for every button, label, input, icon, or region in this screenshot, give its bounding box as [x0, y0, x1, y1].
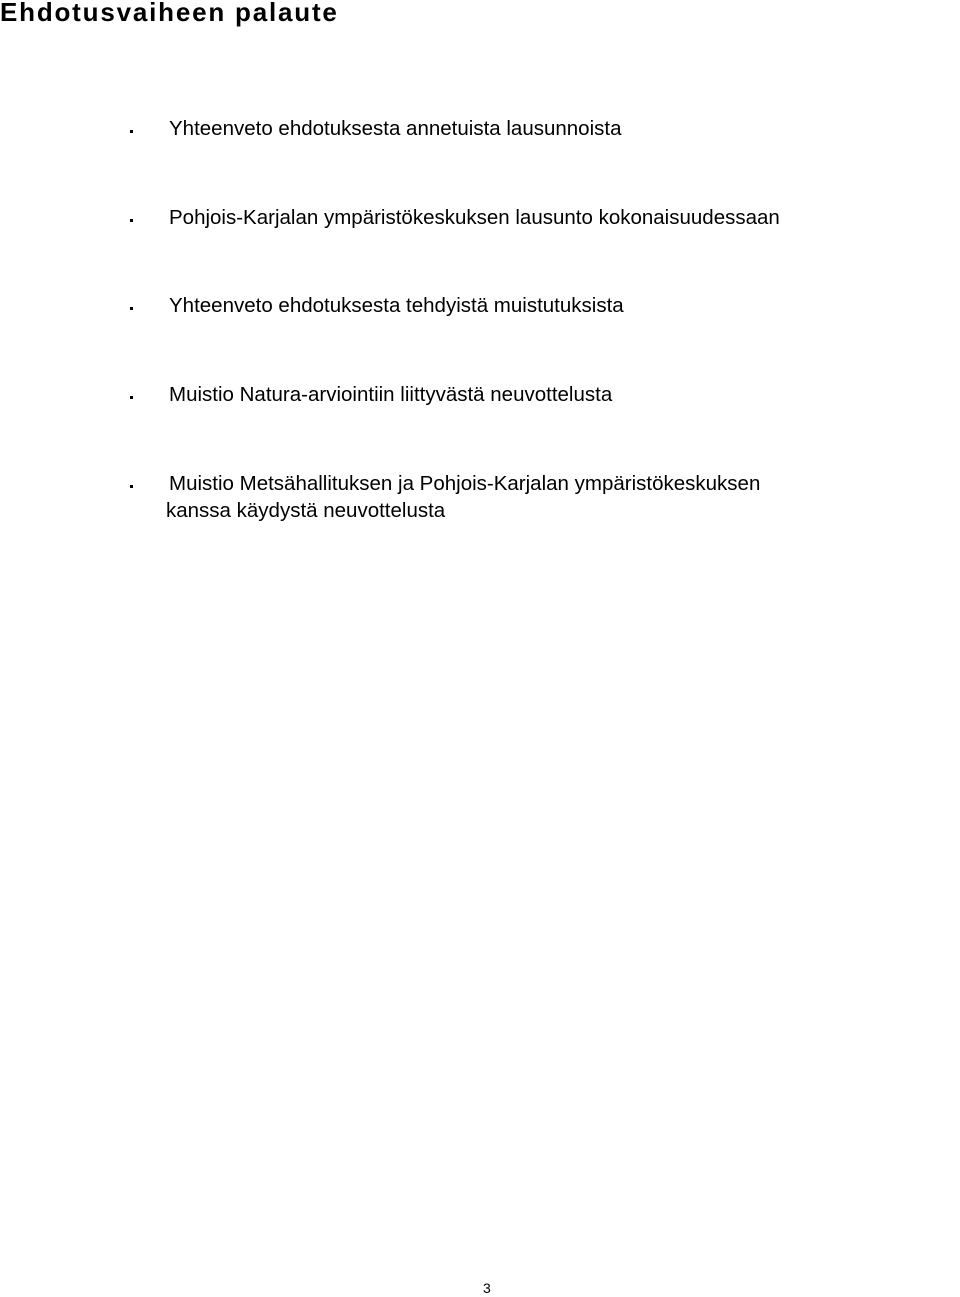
list-item-text — [166, 470, 949, 524]
bullet-icon — [130, 485, 133, 488]
page-title: Ehdotusvaiheen palaute — [0, 0, 339, 27]
bullet-icon — [130, 396, 133, 399]
list-item-line: Muistio Metsähallituksen ja Pohjois-Karjalan ympäristökeskuksen — [169, 472, 761, 495]
bullet-icon — [130, 130, 133, 133]
list-item-text: Yhteenveto ehdotuksesta annetuista lausunnoista — [169, 117, 622, 140]
list-item-line: kanssa käydystä neuvottelusta — [166, 499, 446, 522]
list-item-text: Muistio Natura-arviointiin liittyvästä neuvottelusta — [169, 383, 613, 406]
list-item-text: Yhteenveto ehdotuksesta tehdyistä muistutuksista — [169, 294, 624, 317]
list-item-text: Pohjois-Karjalan ympäristökeskuksen lausunto kokonaisuudessaan — [169, 206, 780, 229]
page-number: 3 — [483, 1280, 491, 1296]
bullet-icon — [130, 307, 133, 310]
bullet-icon — [130, 219, 133, 222]
